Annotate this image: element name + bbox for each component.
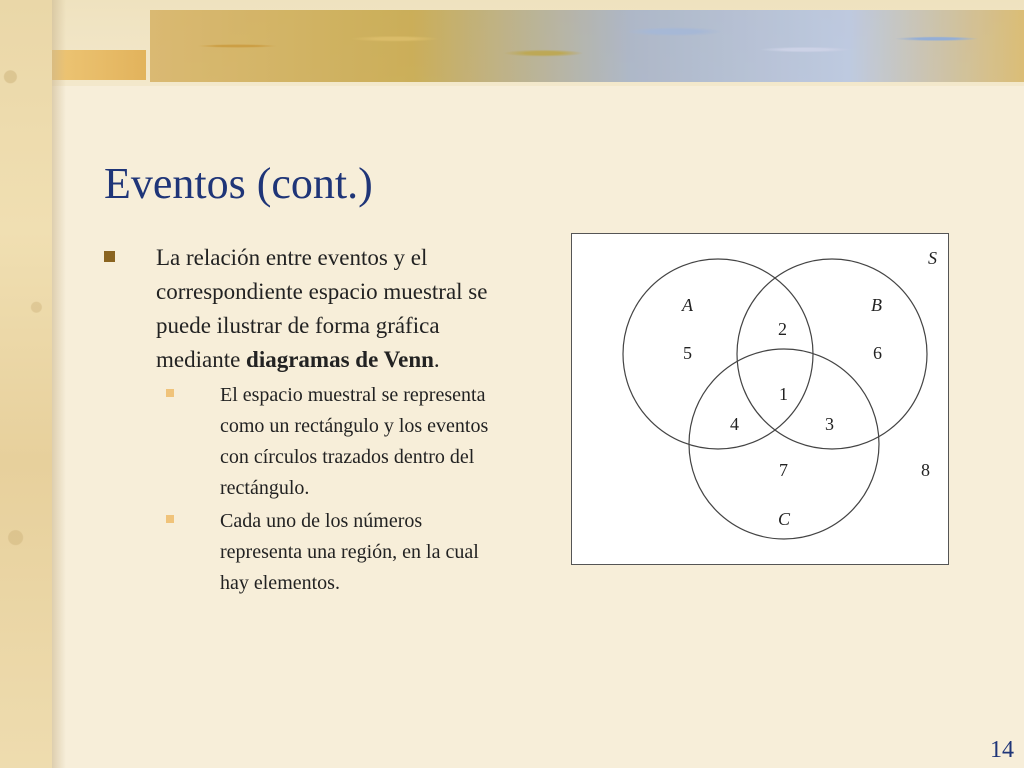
left-shadow: [52, 0, 66, 768]
region-7: 7: [779, 460, 788, 480]
sub-bullet-text: Cada uno de los números representa una región, en la cual hay elementos.: [220, 510, 479, 594]
region-5: 5: [683, 343, 692, 363]
sub-bullets: [166, 380, 506, 601]
slide-title: Eventos (cont.): [104, 159, 373, 208]
region-1: 1: [779, 384, 788, 404]
sub-bullet-text: El espacio muestral se representa como un rectángulo y los eventos con círculos trazados dentro del rectángulo.: [220, 384, 489, 499]
main-bullet-prefix: La relación entre eventos y el correspondiente espacio muestral se puede ilustrar de forma gráfica mediante: [156, 245, 488, 372]
top-decoration: [0, 0, 1024, 86]
page-number: 14: [990, 737, 1014, 763]
square-bullet-icon: [104, 251, 115, 262]
sub-bullet: [166, 506, 506, 599]
slide-content: [66, 86, 1024, 768]
small-square-bullet-icon: [166, 389, 174, 397]
main-bullet-suffix: .: [433, 347, 440, 372]
label-a: A: [682, 295, 693, 315]
region-3: 3: [825, 414, 834, 434]
main-bullet-bold: diagramas de Venn: [246, 347, 434, 372]
main-bullet-text: [156, 241, 504, 377]
main-bullet: [104, 241, 504, 377]
floral-banner: [150, 10, 1024, 82]
venn-diagram: [571, 233, 949, 565]
region-8: 8: [921, 460, 930, 480]
region-2: 2: [778, 319, 787, 339]
region-6: 6: [873, 343, 882, 363]
region-4: 4: [730, 414, 739, 434]
label-s: S: [928, 248, 937, 268]
small-square-bullet-icon: [166, 515, 174, 523]
label-b: B: [871, 295, 882, 315]
left-parchment-strip: [0, 0, 52, 768]
sub-bullet: [166, 380, 506, 504]
label-c: C: [778, 509, 791, 529]
venn-svg: [572, 234, 948, 564]
circle-a: [623, 259, 813, 449]
